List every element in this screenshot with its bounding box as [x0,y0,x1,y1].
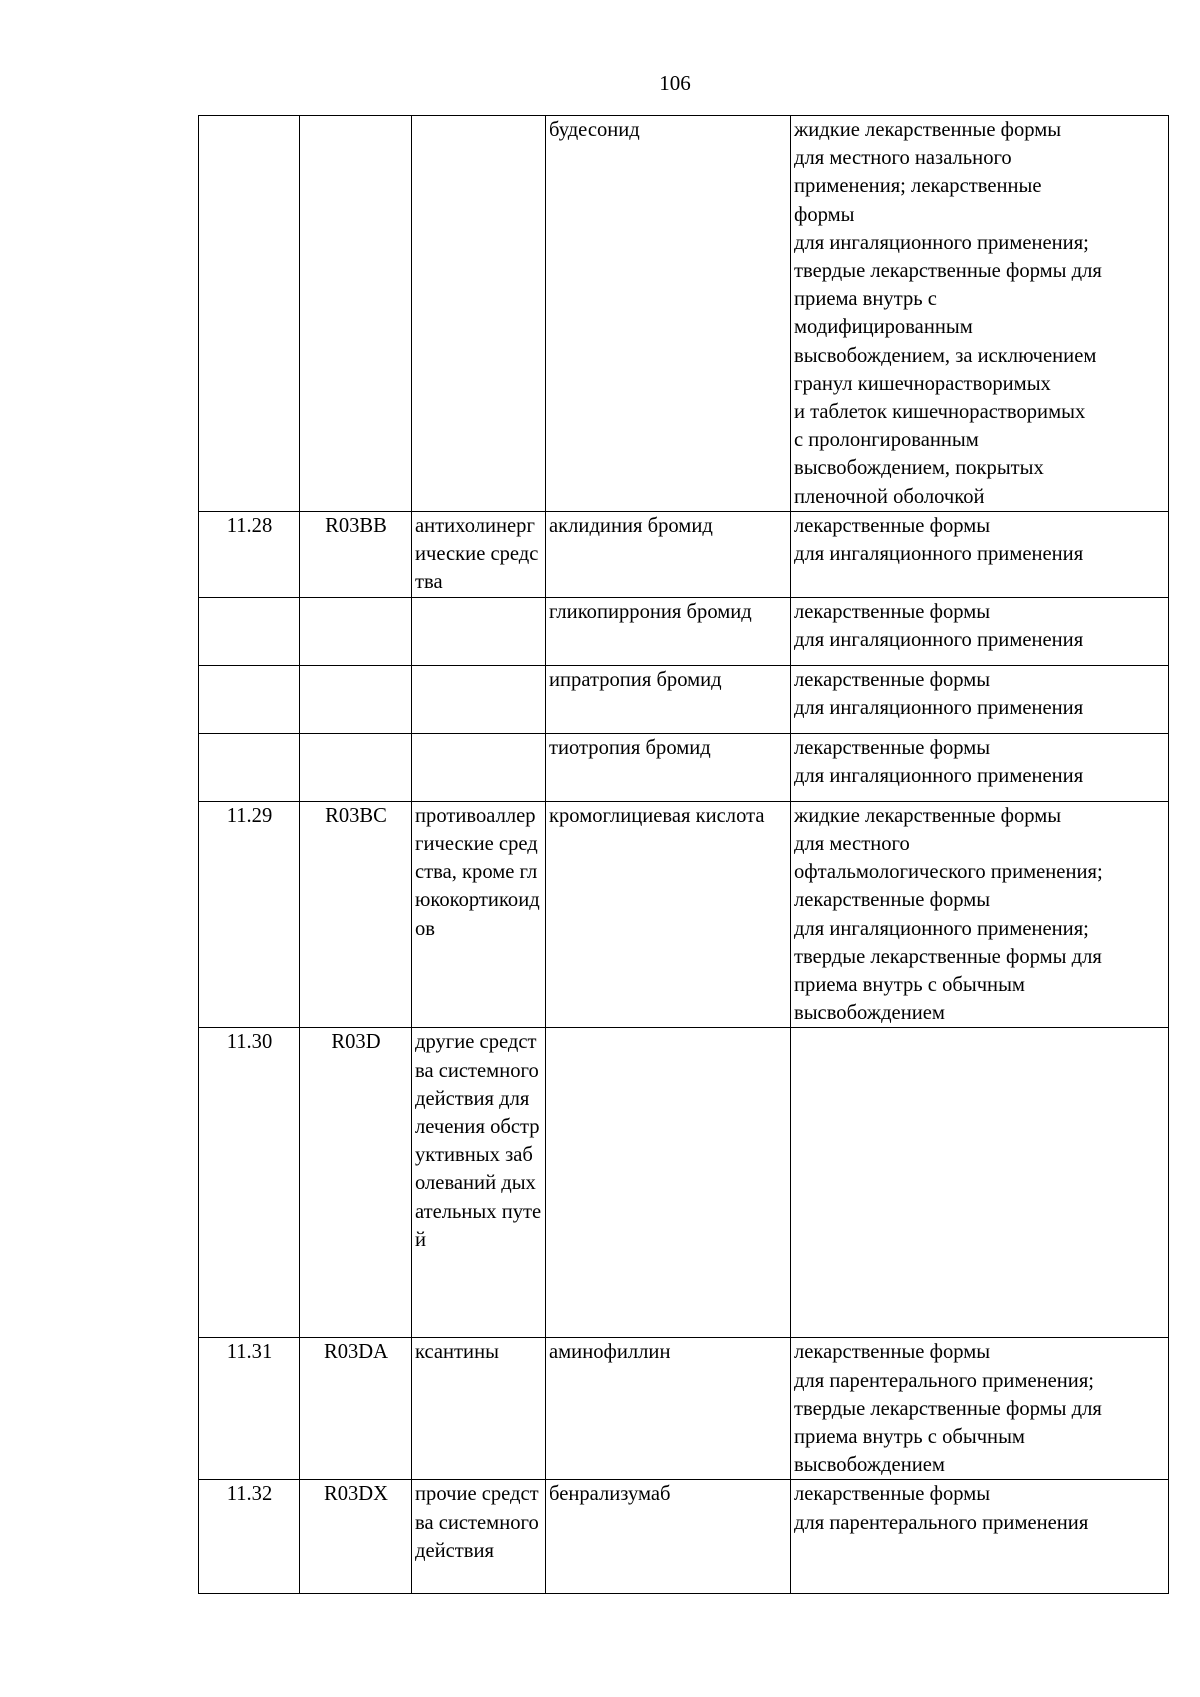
dosage-forms: лекарственные формы для парентерального применения [791,1480,1169,1594]
drug-name: бенрализумаб [546,1480,791,1594]
table-row [199,1028,1169,1338]
drug-name: гликопиррония бромид [546,597,791,665]
drug-name: будесонид [546,116,791,512]
dosage-forms: жидкие лекарственные формы для местного назального применения; лекарственные формы для ингаляционного применения; твердые лекарственные формы для приема внутрь с модифицированным высвобождением, за исключением гранул кишечнорастворимых и таблеток кишечнорастворимых с пролонгированным высвобождением, покрытых пленочной оболочкой [791,116,1169,512]
table-row [199,511,1169,597]
drug-name: тиотропия бромид [546,733,791,801]
atc-code [300,665,412,733]
atc-code [300,597,412,665]
table-row [199,801,1169,1028]
drug-name: ипратропия бромид [546,665,791,733]
row-number [199,733,300,801]
pharm-group [412,733,546,801]
table-row [199,665,1169,733]
pharm-group [412,116,546,512]
pharm-group [412,597,546,665]
atc-code: R03DA [300,1338,412,1480]
row-number: 11.32 [199,1480,300,1594]
pharm-group: антихолинергические средства [412,511,546,597]
table-row [199,1480,1169,1594]
row-number: 11.29 [199,801,300,1028]
row-number [199,116,300,512]
drug-name: аминофиллин [546,1338,791,1480]
dosage-forms: лекарственные формы для парентерального применения; твердые лекарственные формы для приема внутрь с обычным высвобождением [791,1338,1169,1480]
atc-code [300,733,412,801]
dosage-forms: лекарственные формы для ингаляционного применения [791,665,1169,733]
atc-code: R03BB [300,511,412,597]
dosage-forms: лекарственные формы для ингаляционного применения [791,733,1169,801]
pharm-group [412,665,546,733]
drug-name [546,1028,791,1338]
row-number: 11.30 [199,1028,300,1338]
row-number [199,597,300,665]
table-row [199,116,1169,512]
row-number: 11.31 [199,1338,300,1480]
row-number: 11.28 [199,511,300,597]
dosage-forms: жидкие лекарственные формы для местного офтальмологического применения; лекарственные формы для ингаляционного применения; твердые лекарственные формы для приема внутрь с обычным высвобождением [791,801,1169,1028]
dosage-forms [791,1028,1169,1338]
atc-code: R03D [300,1028,412,1338]
drug-table [198,115,1169,1594]
drug-name: кромоглициевая кислота [546,801,791,1028]
dosage-forms: лекарственные формы для ингаляционного применения [791,511,1169,597]
page-number: 106 [659,71,691,95]
drug-name: аклидиния бромид [546,511,791,597]
table-row [199,733,1169,801]
table-row [199,1338,1169,1480]
atc-code: R03DX [300,1480,412,1594]
atc-code [300,116,412,512]
atc-code: R03BC [300,801,412,1028]
pharm-group: другие средства системного действия для лечения обструктивных заболеваний дыхательных путей [412,1028,546,1338]
row-number [199,665,300,733]
pharm-group: ксантины [412,1338,546,1480]
dosage-forms: лекарственные формы для ингаляционного применения [791,597,1169,665]
pharm-group: противоаллергические средства, кроме глюкокортикоидов [412,801,546,1028]
pharm-group: прочие средства системного действия [412,1480,546,1594]
table-row [199,597,1169,665]
